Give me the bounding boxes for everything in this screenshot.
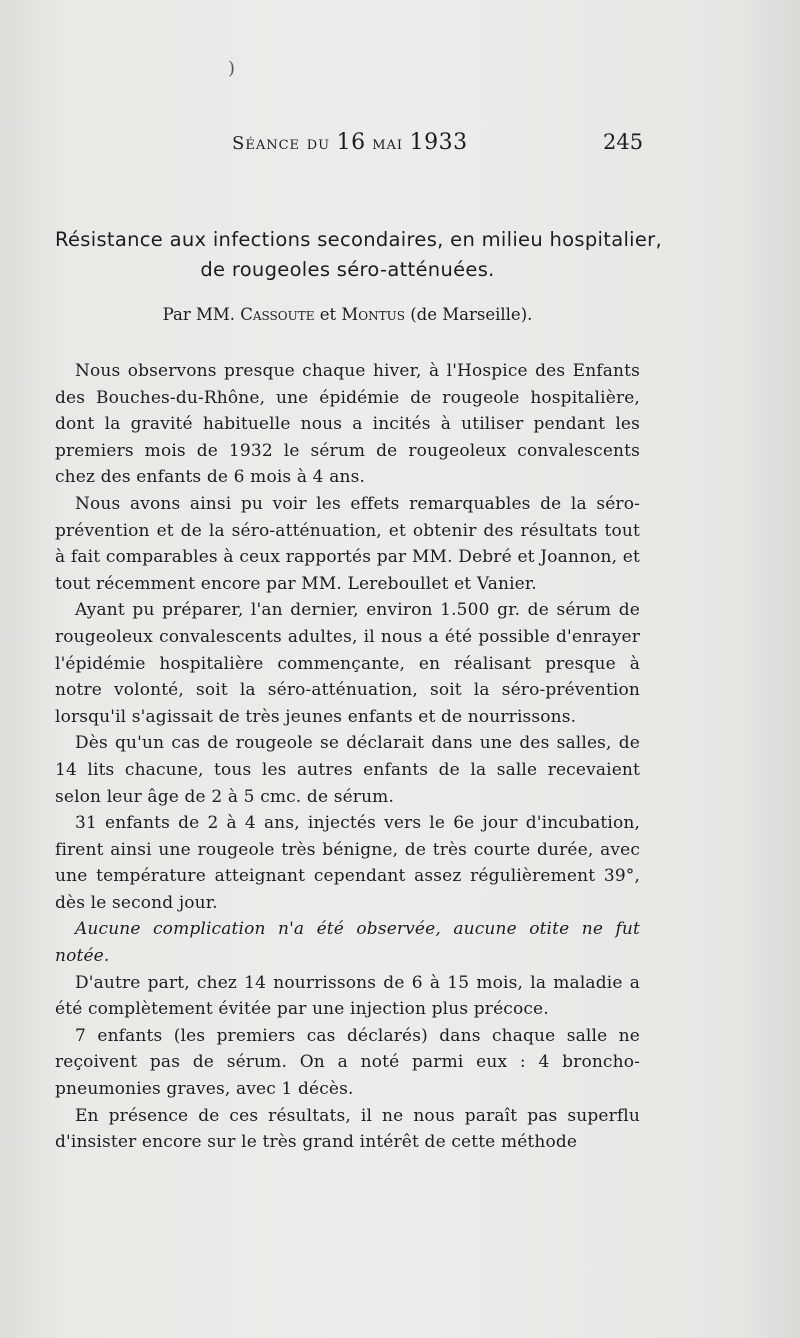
paragraph-italic: Aucune complication n'a été observée, aucune otite ne fut notée. xyxy=(55,919,640,967)
paragraph: D'autre part, chez 14 nourrissons de 6 à 15 mois, la maladie a été complètement évitée par une injection plus précoce. xyxy=(55,972,640,1020)
paragraph: 31 enfants de 2 à 4 ans, injectés vers le 6e jour d'incubation, firent ainsi une rougeole très bénigne, de très courte durée, avec une température atteignant cependant assez régulièrement 39°, dès le second jour. xyxy=(55,813,640,913)
paragraph: Nous avons ainsi pu voir les effets remarquables de la séro-prévention et de la séro-atténuation, et obtenir des résultats tout à fait comparables à ceux rapportés par MM. Debré et Joannon, et tout récemment encore par MM. Lereboullet et Vanier. xyxy=(55,493,640,594)
running-head xyxy=(232,130,468,155)
paragraph: 7 enfants (les premiers cas déclarés) dans chaque salle ne reçoivent pas de sérum. On a noté parmi eux : 4 broncho-pneumonies graves, avec 1 décès. xyxy=(55,1025,640,1100)
authors-conjunction: et xyxy=(319,305,337,324)
page-header xyxy=(0,130,800,166)
title-line-2: de rougeoles séro-atténuées. xyxy=(200,258,495,281)
page-number: 245 xyxy=(603,130,644,154)
margin-mark: ) xyxy=(228,58,236,79)
paragraph: Dès qu'un cas de rougeole se déclarait dans une des salles, de 14 lits chacune, tous les autres enfants de la salle recevaient selon leur âge de 2 à 5 cmc. de sérum. xyxy=(55,733,640,807)
article-body xyxy=(55,358,640,1156)
title-line-1: Résistance aux infections secondaires, en milieu hospitalier, xyxy=(55,228,662,251)
article-title xyxy=(55,225,662,285)
paragraph: Ayant pu préparer, l'an dernier, environ 1.500 gr. de sérum de rougeoleux convalescents adultes, il nous a été possible d'enrayer l'épidémie hospitalière commençante, en réalisant presque à notre volonté, soit la séro-atténuation, soit la séro-prévention lorsqu'il s'agissait de très jeunes enfants et de nourrissons. xyxy=(55,600,640,727)
running-head-month: mai xyxy=(372,133,404,154)
authors-line xyxy=(55,305,640,324)
author-montus: Montus xyxy=(341,305,405,324)
paragraph: Nous observons presque chaque hiver, à l'Hospice des Enfants des Bouches-du-Rhône, une épidémie de rougeole hospitalière, dont la gravité habituelle nous a incités à utiliser pendant les premiers mois de 1932 le sérum de rougeoleux convalescents chez des enfants de 6 mois à 4 ans. xyxy=(55,361,640,488)
authors-prefix: Par MM. xyxy=(162,305,235,324)
paragraph: En présence de ces résultats, il ne nous paraît pas superflu d'insister encore sur le très grand intérêt de cette méthode xyxy=(55,1105,640,1153)
author-cassoute: Cassoute xyxy=(240,305,315,324)
running-head-prefix: Séance du xyxy=(232,133,331,154)
running-head-year: 1933 xyxy=(409,130,468,155)
authors-affiliation: (de Marseille). xyxy=(410,305,533,324)
running-head-day: 16 xyxy=(336,130,366,155)
